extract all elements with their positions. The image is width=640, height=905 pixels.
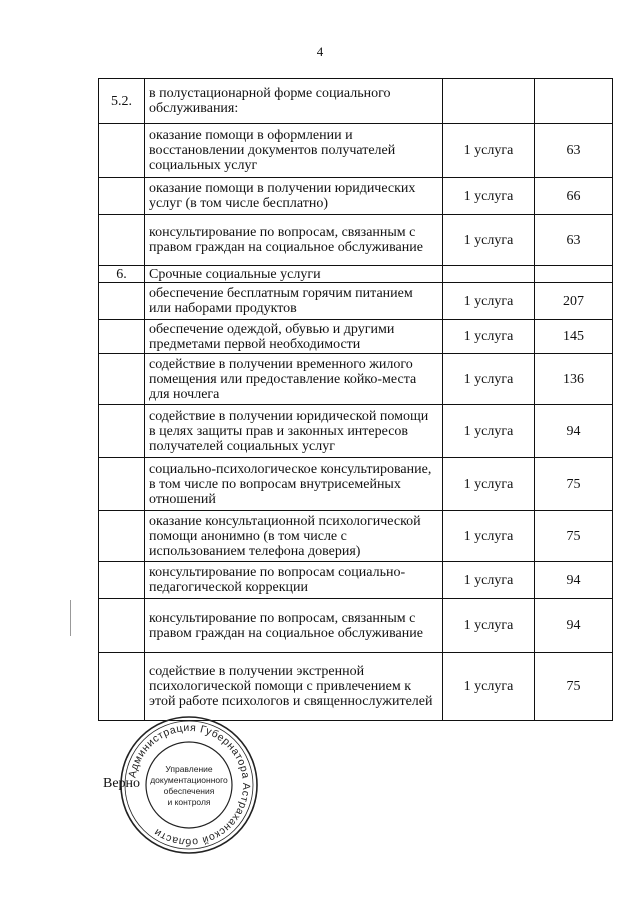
row-number: 5.2. bbox=[99, 79, 145, 124]
service-unit: 1 услуга bbox=[443, 511, 535, 562]
row-number bbox=[99, 511, 145, 562]
service-name: консультирование по вопросам, связанным с правом граждан на социальное обслуживание bbox=[145, 599, 443, 653]
service-unit bbox=[443, 266, 535, 283]
service-unit bbox=[443, 79, 535, 124]
seal-inner-ring bbox=[146, 742, 232, 828]
service-value: 75 bbox=[535, 653, 613, 721]
service-unit: 1 услуга bbox=[443, 354, 535, 405]
service-name: оказание консультационной психологической помощи анонимно (в том числе с использованием телефона доверия) bbox=[145, 511, 443, 562]
service-unit: 1 услуга bbox=[443, 283, 535, 320]
service-unit: 1 услуга bbox=[443, 653, 535, 721]
service-name: консультирование по вопросам социально-педагогической коррекции bbox=[145, 562, 443, 599]
service-unit: 1 услуга bbox=[443, 320, 535, 354]
seal-inner-line: Управление bbox=[165, 764, 213, 774]
service-unit: 1 услуга bbox=[443, 458, 535, 511]
table-row bbox=[99, 124, 613, 178]
service-name: оказание помощи в оформлении и восстановлении документов получателей социальных услуг bbox=[145, 124, 443, 178]
table-row bbox=[99, 79, 613, 124]
table-row bbox=[99, 511, 613, 562]
official-seal bbox=[118, 714, 260, 856]
scan-margin-mark bbox=[70, 600, 71, 636]
table-row bbox=[99, 458, 613, 511]
table-row bbox=[99, 215, 613, 266]
service-value: 75 bbox=[535, 511, 613, 562]
service-value: 94 bbox=[535, 562, 613, 599]
service-unit: 1 услуга bbox=[443, 405, 535, 458]
service-unit: 1 услуга bbox=[443, 124, 535, 178]
service-name: содействие в получении юридической помощи в целях защиты прав и законных интересов получателей социальных услуг bbox=[145, 405, 443, 458]
row-number bbox=[99, 599, 145, 653]
service-unit: 1 услуга bbox=[443, 178, 535, 215]
service-unit: 1 услуга bbox=[443, 599, 535, 653]
service-value: 207 bbox=[535, 283, 613, 320]
row-number bbox=[99, 458, 145, 511]
row-number bbox=[99, 283, 145, 320]
service-name: оказание помощи в получении юридических услуг (в том числе бесплатно) bbox=[145, 178, 443, 215]
seal-inner-line: и контроля bbox=[167, 797, 211, 807]
row-number bbox=[99, 405, 145, 458]
service-value: 136 bbox=[535, 354, 613, 405]
service-name: социально-психологическое консультирование, в том числе по вопросам внутрисемейных отношений bbox=[145, 458, 443, 511]
table-row bbox=[99, 562, 613, 599]
row-number bbox=[99, 653, 145, 721]
service-unit: 1 услуга bbox=[443, 562, 535, 599]
seal-outer-ring-inner bbox=[125, 721, 253, 849]
row-number bbox=[99, 354, 145, 405]
seal-inner-line: документационного bbox=[150, 775, 228, 785]
table-row bbox=[99, 178, 613, 215]
section-title: Срочные социальные услуги bbox=[145, 266, 443, 283]
row-number: 6. bbox=[99, 266, 145, 283]
table-row bbox=[99, 354, 613, 405]
service-value: 66 bbox=[535, 178, 613, 215]
service-value bbox=[535, 266, 613, 283]
table-row bbox=[99, 653, 613, 721]
service-name: содействие в получении экстренной психологической помощи с привлечением к этой работе психологов и священнослужителей bbox=[145, 653, 443, 721]
row-number bbox=[99, 320, 145, 354]
service-name: в полустационарной форме социального обслуживания: bbox=[145, 79, 443, 124]
row-number bbox=[99, 124, 145, 178]
table-row bbox=[99, 599, 613, 653]
service-name: содействие в получении временного жилого помещения или предоставление койко-места для ночлега bbox=[145, 354, 443, 405]
table-row bbox=[99, 405, 613, 458]
service-unit: 1 услуга bbox=[443, 215, 535, 266]
table-row bbox=[99, 283, 613, 320]
row-number bbox=[99, 215, 145, 266]
row-number bbox=[99, 562, 145, 599]
row-number bbox=[99, 178, 145, 215]
services-table bbox=[98, 78, 613, 721]
table-row bbox=[99, 320, 613, 354]
seal-outer-ring bbox=[121, 717, 257, 853]
service-value: 94 bbox=[535, 599, 613, 653]
service-value: 145 bbox=[535, 320, 613, 354]
service-value: 63 bbox=[535, 124, 613, 178]
service-name: консультирование по вопросам, связанным с правом граждан на социальное обслуживание bbox=[145, 215, 443, 266]
service-value bbox=[535, 79, 613, 124]
table-row bbox=[99, 266, 613, 283]
seal-graphic bbox=[118, 714, 260, 856]
service-value: 75 bbox=[535, 458, 613, 511]
seal-outer-text: Администрация Губернатора Астраханской области bbox=[126, 721, 253, 849]
page-number: 4 bbox=[316, 44, 324, 59]
service-name: обеспечение бесплатным горячим питанием или наборами продуктов bbox=[145, 283, 443, 320]
service-value: 94 bbox=[535, 405, 613, 458]
service-name: обеспечение одеждой, обувью и другими предметами первой необходимости bbox=[145, 320, 443, 354]
service-value: 63 bbox=[535, 215, 613, 266]
seal-inner-line: обеспечения bbox=[163, 786, 215, 796]
verno-label: Верно bbox=[103, 776, 141, 791]
